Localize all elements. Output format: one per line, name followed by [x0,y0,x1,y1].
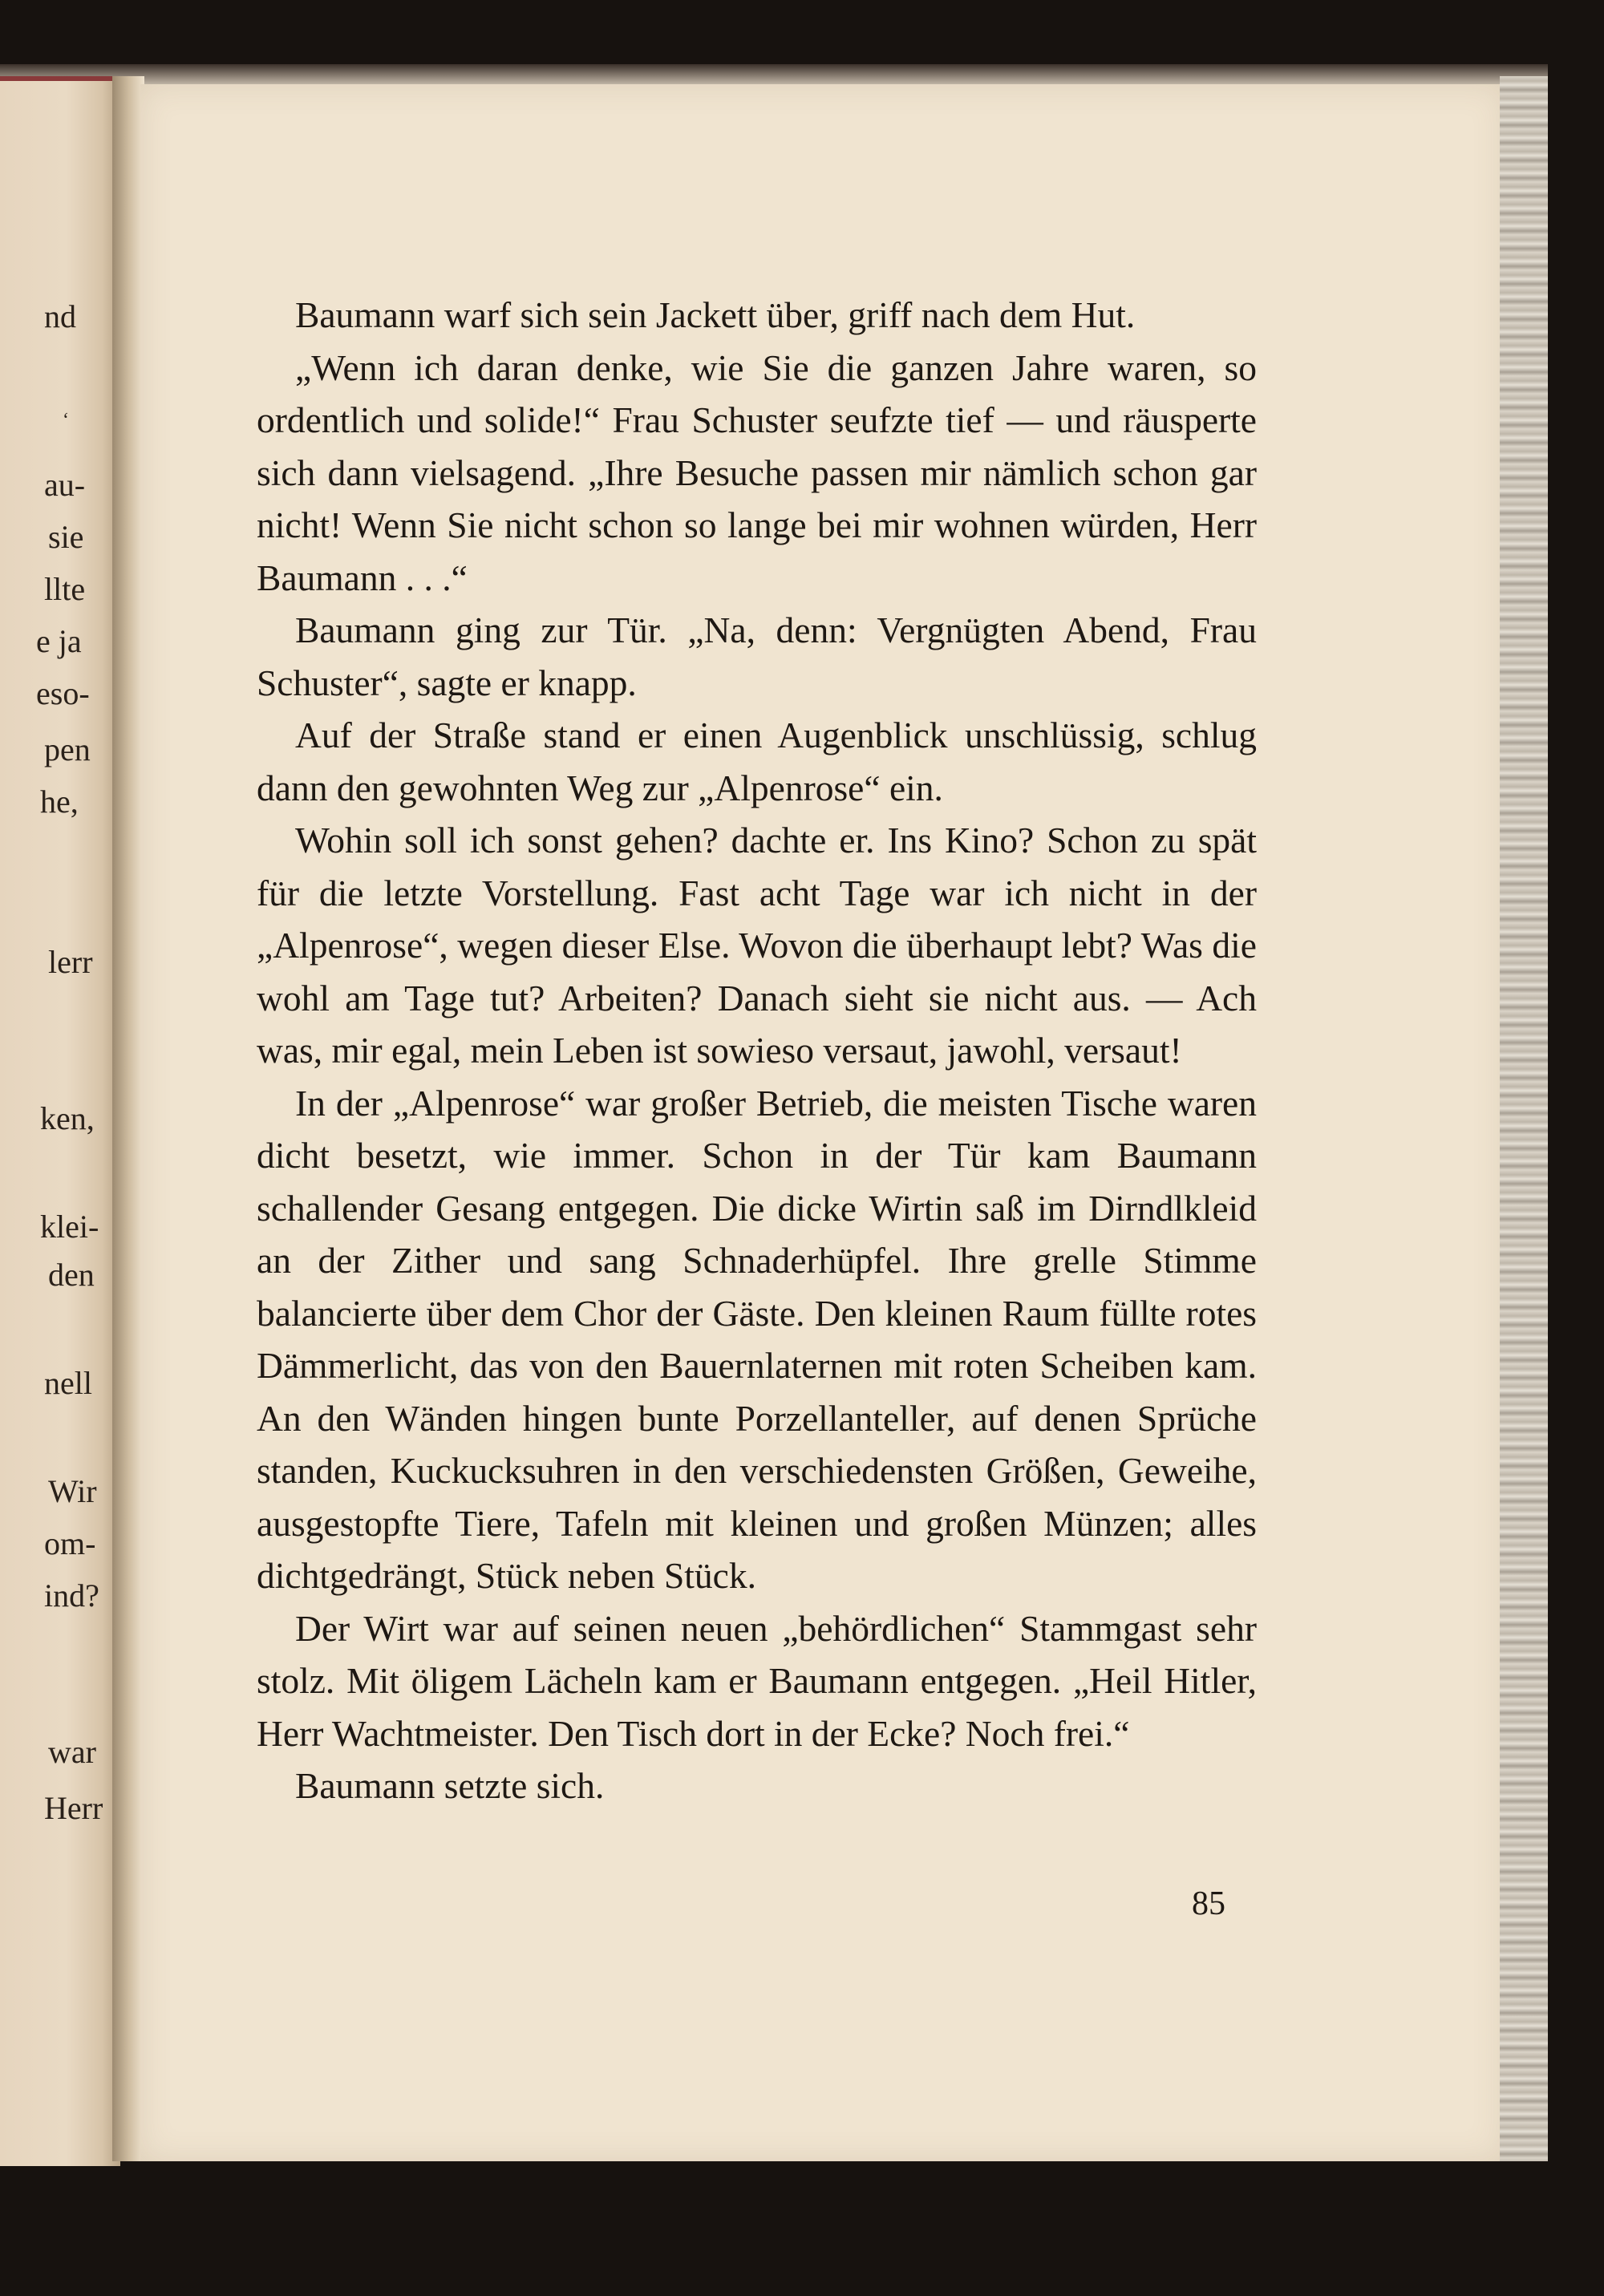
left-page-fragment: nell [44,1365,92,1401]
left-page-fragment: au- [44,467,86,503]
paragraph: Baumann setzte sich. [295,1765,605,1806]
left-page-fragment: he, [40,784,79,820]
paragraph: Baumann ging zur Tür. „Na, denn: Vergnügten Abend, Frau Schuster“, sagte er knapp. [257,609,1257,703]
paragraph: Der Wirt war auf seinen neuen „behördlichen“ Stammgast sehr stolz. Mit öligem Lächeln kam er Baumann entgegen. „Heil Hitler, Herr Wachtmeister. Den Tisch dort in der Ecke? Noch frei.“ [257,1607,1257,1754]
left-page-fragment: pen [44,731,91,767]
left-page-fragment: ind? [44,1577,99,1614]
left-page-fragment: sie [48,519,84,555]
left-page-fragment: ken, [40,1100,95,1136]
left-page-fragment: llte [44,571,86,607]
previous-page [0,76,120,2166]
left-page-fragment: ‘ [63,410,69,431]
page-body-text [257,289,1257,1812]
left-page-fragment: Wir [48,1473,97,1509]
left-page-fragment: lerr [48,944,93,980]
left-page-fragment: nd [44,298,76,334]
left-page-fragment: den [48,1257,95,1293]
paragraph: Baumann warf sich sein Jackett über, griff nach dem Hut. [295,294,1136,335]
left-page-fragment: e ja [36,623,82,659]
paragraph: Wohin soll ich sonst gehen? dachte er. Ins Kino? Schon zu spät für die letzte Vorstellung. Fast acht Tage war ich nicht in der „Alpenrose“, wegen dieser Else. Wovon die überhaupt lebt? Was die wohl am Tage tut? Arbeiten? Danach sieht sie nicht aus. — Ach was, mir egal, mein Leben ist sowieso versaut, jawohl, versaut! [257,820,1257,1071]
left-page-fragment: Herr [44,1790,103,1826]
paragraph: Auf der Straße stand er einen Augenblick unschlüssig, schlug dann den gewohnten Weg zur „Alpenrose“ ein. [257,715,1257,808]
left-page-fragment: klei- [40,1209,99,1245]
paragraph: In der „Alpenrose“ war großer Betrieb, die meisten Tische waren dicht besetzt, wie immer. Schon in der Tür kam Baumann schallender Gesang entgegen. Die dicke Wirtin saß im Dirndlkleid an der Zither und sang Schnaderhüpfel. Ihre grelle Stimme balancierte über dem Chor der Gäste. Den kleinen Raum füllte rotes Dämmerlicht, das von den Bauernlaternen mit roten Scheiben kam. An den Wänden hingen bunte Porzellanteller, auf denen Sprüche standen, Kuckucksuhren in den verschiedensten Größen, Geweihe, ausgestopfte Tiere, Tafeln mit kleinen und großen Münzen; alles dichtgedrängt, Stück neben Stück. [257,1082,1257,1596]
left-page-fragment: om- [44,1525,96,1561]
paragraph: „Wenn ich daran denke, wie Sie die ganzen Jahre waren, so ordentlich und solide!“ Frau Schuster seufzte tief — und räusperte sich dann vielsagend. „Ihre Besuche passen mir nämlich schon gar nicht! Wenn Sie nicht schon so lange bei mir wohnen würden, Herr Baumann . . .“ [257,346,1257,598]
left-page-fragment: war [48,1734,96,1770]
page-edges [1500,76,1548,2161]
book-gutter [112,76,144,2161]
left-page-fragment: eso- [36,675,90,711]
page-number: 85 [1192,1885,1225,1922]
